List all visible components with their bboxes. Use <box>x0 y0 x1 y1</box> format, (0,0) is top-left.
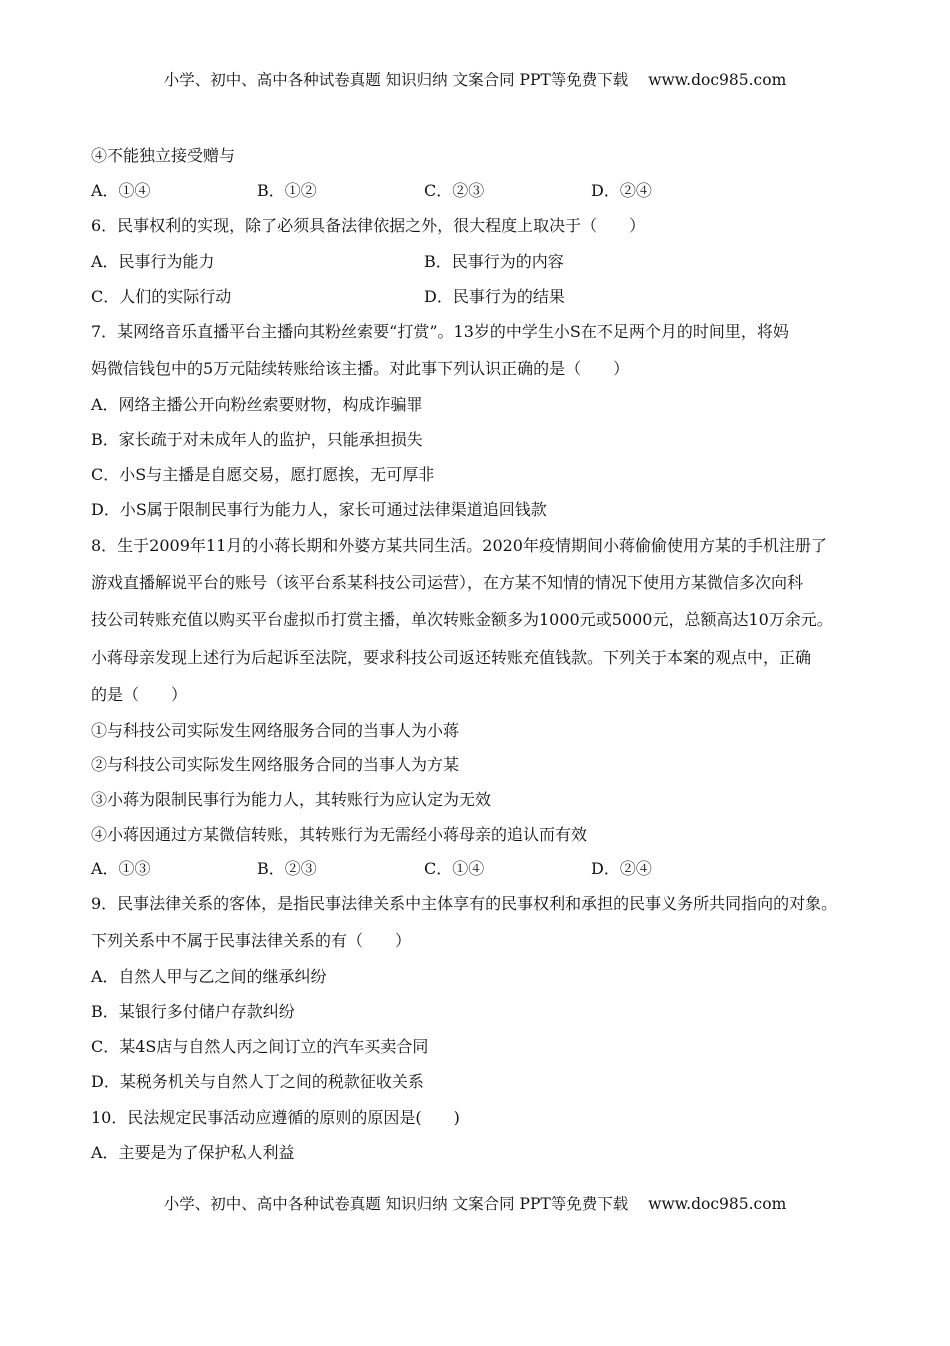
q5-option-a: A．①④ <box>91 181 151 200</box>
q8-item-2: ②与科技公司实际发生网络服务合同的当事人为方某 <box>91 755 460 774</box>
header-text: 小学、初中、高中各种试卷真题 知识归纳 文案合同 PPT等免费下载 <box>163 71 629 89</box>
q7-option-d: D．小S属于限制民事行为能力人，家长可通过法律渠道追回钱款 <box>91 500 547 519</box>
q5-option-c: C．②③ <box>424 181 485 200</box>
q10-option-a: A．主要是为了保护私人利益 <box>91 1143 295 1162</box>
q9-stem-line2: 下列关系中不属于民事法律关系的有（ ） <box>91 931 412 950</box>
q8-option-d: D．②④ <box>591 859 652 878</box>
q7-option-c: C．小S与主播是自愿交易，愿打愿挨，无可厚非 <box>91 465 435 484</box>
q6-option-c: C．人们的实际行动 <box>91 287 232 306</box>
q5-option-b: B．①② <box>257 181 317 200</box>
q8-stem-line2: 游戏直播解说平台的账号（该平台系某科技公司运营），在方某不知情的情况下使用方某微信多次向科 <box>91 573 804 592</box>
q9-stem-line1: 9．民事法律关系的客体，是指民事法律关系中主体享有的民事权利和承担的民事义务所共同指向的对象。 <box>91 894 838 913</box>
q9-option-d: D．某税务机关与自然人丁之间的税款征收关系 <box>91 1072 424 1091</box>
q6-option-a: A．民事行为能力 <box>91 252 215 271</box>
q9-option-b: B．某银行多付储户存款纠纷 <box>91 1002 295 1021</box>
q9-option-c: C．某4S店与自然人丙之间订立的汽车买卖合同 <box>91 1037 429 1056</box>
q5-option-d: D．②④ <box>591 181 652 200</box>
q9-option-a: A．自然人甲与乙之间的继承纠纷 <box>91 967 327 986</box>
header-site-link[interactable]: www.doc985.com <box>648 71 787 89</box>
footer-text: 小学、初中、高中各种试卷真题 知识归纳 文案合同 PPT等免费下载 <box>163 1195 629 1213</box>
q5-item-4: ④不能独立接受赠与 <box>91 146 236 165</box>
q8-stem-line3: 技公司转账充值以购买平台虚拟币打赏主播，单次转账金额多为1000元或5000元，总额高达10万余元。 <box>91 610 833 629</box>
q7-stem-line2: 妈微信钱包中的5万元陆续转账给该主播。对此事下列认识正确的是（ ） <box>91 359 630 378</box>
q7-stem-line1: 7．某网络音乐直播平台主播向其粉丝索要“打赏”。13岁的中学生小S在不足两个月的时间里，将妈 <box>91 322 789 341</box>
q7-option-b: B．家长疏于对未成年人的监护，只能承担损失 <box>91 430 423 449</box>
page-footer <box>0 1192 950 1214</box>
q8-item-1: ①与科技公司实际发生网络服务合同的当事人为小蒋 <box>91 721 460 740</box>
q6-stem: 6．民事权利的实现，除了必须具备法律依据之外，很大程度上取决于（ ） <box>91 216 646 235</box>
q6-option-b: B．民事行为的内容 <box>424 252 564 271</box>
footer-site-link[interactable]: www.doc985.com <box>648 1195 787 1213</box>
q8-stem-line1: 8．生于2009年11月的小蒋长期和外婆方某共同生活。2020年疫情期间小蒋偷偷使用方某的手机注册了 <box>91 536 827 555</box>
q8-stem-line5: 的是（ ） <box>91 685 188 704</box>
q8-item-3: ③小蒋为限制民事行为能力人，其转账行为应认定为无效 <box>91 790 492 809</box>
q8-stem-line4: 小蒋母亲发现上述行为后起诉至法院，要求科技公司返还转账充值钱款。下列关于本案的观点中，正确 <box>91 648 812 667</box>
q6-option-d: D．民事行为的结果 <box>424 287 565 306</box>
q7-option-a: A．网络主播公开向粉丝索要财物，构成诈骗罪 <box>91 395 423 414</box>
q8-option-a: A．①③ <box>91 859 151 878</box>
q8-option-b: B．②③ <box>257 859 317 878</box>
q10-stem: 10．民法规定民事活动应遵循的原则的原因是( ) <box>91 1108 460 1127</box>
page-header <box>0 68 950 90</box>
q8-option-c: C．①④ <box>424 859 485 878</box>
q8-item-4: ④小蒋因通过方某微信转账，其转账行为无需经小蒋母亲的追认而有效 <box>91 825 588 844</box>
